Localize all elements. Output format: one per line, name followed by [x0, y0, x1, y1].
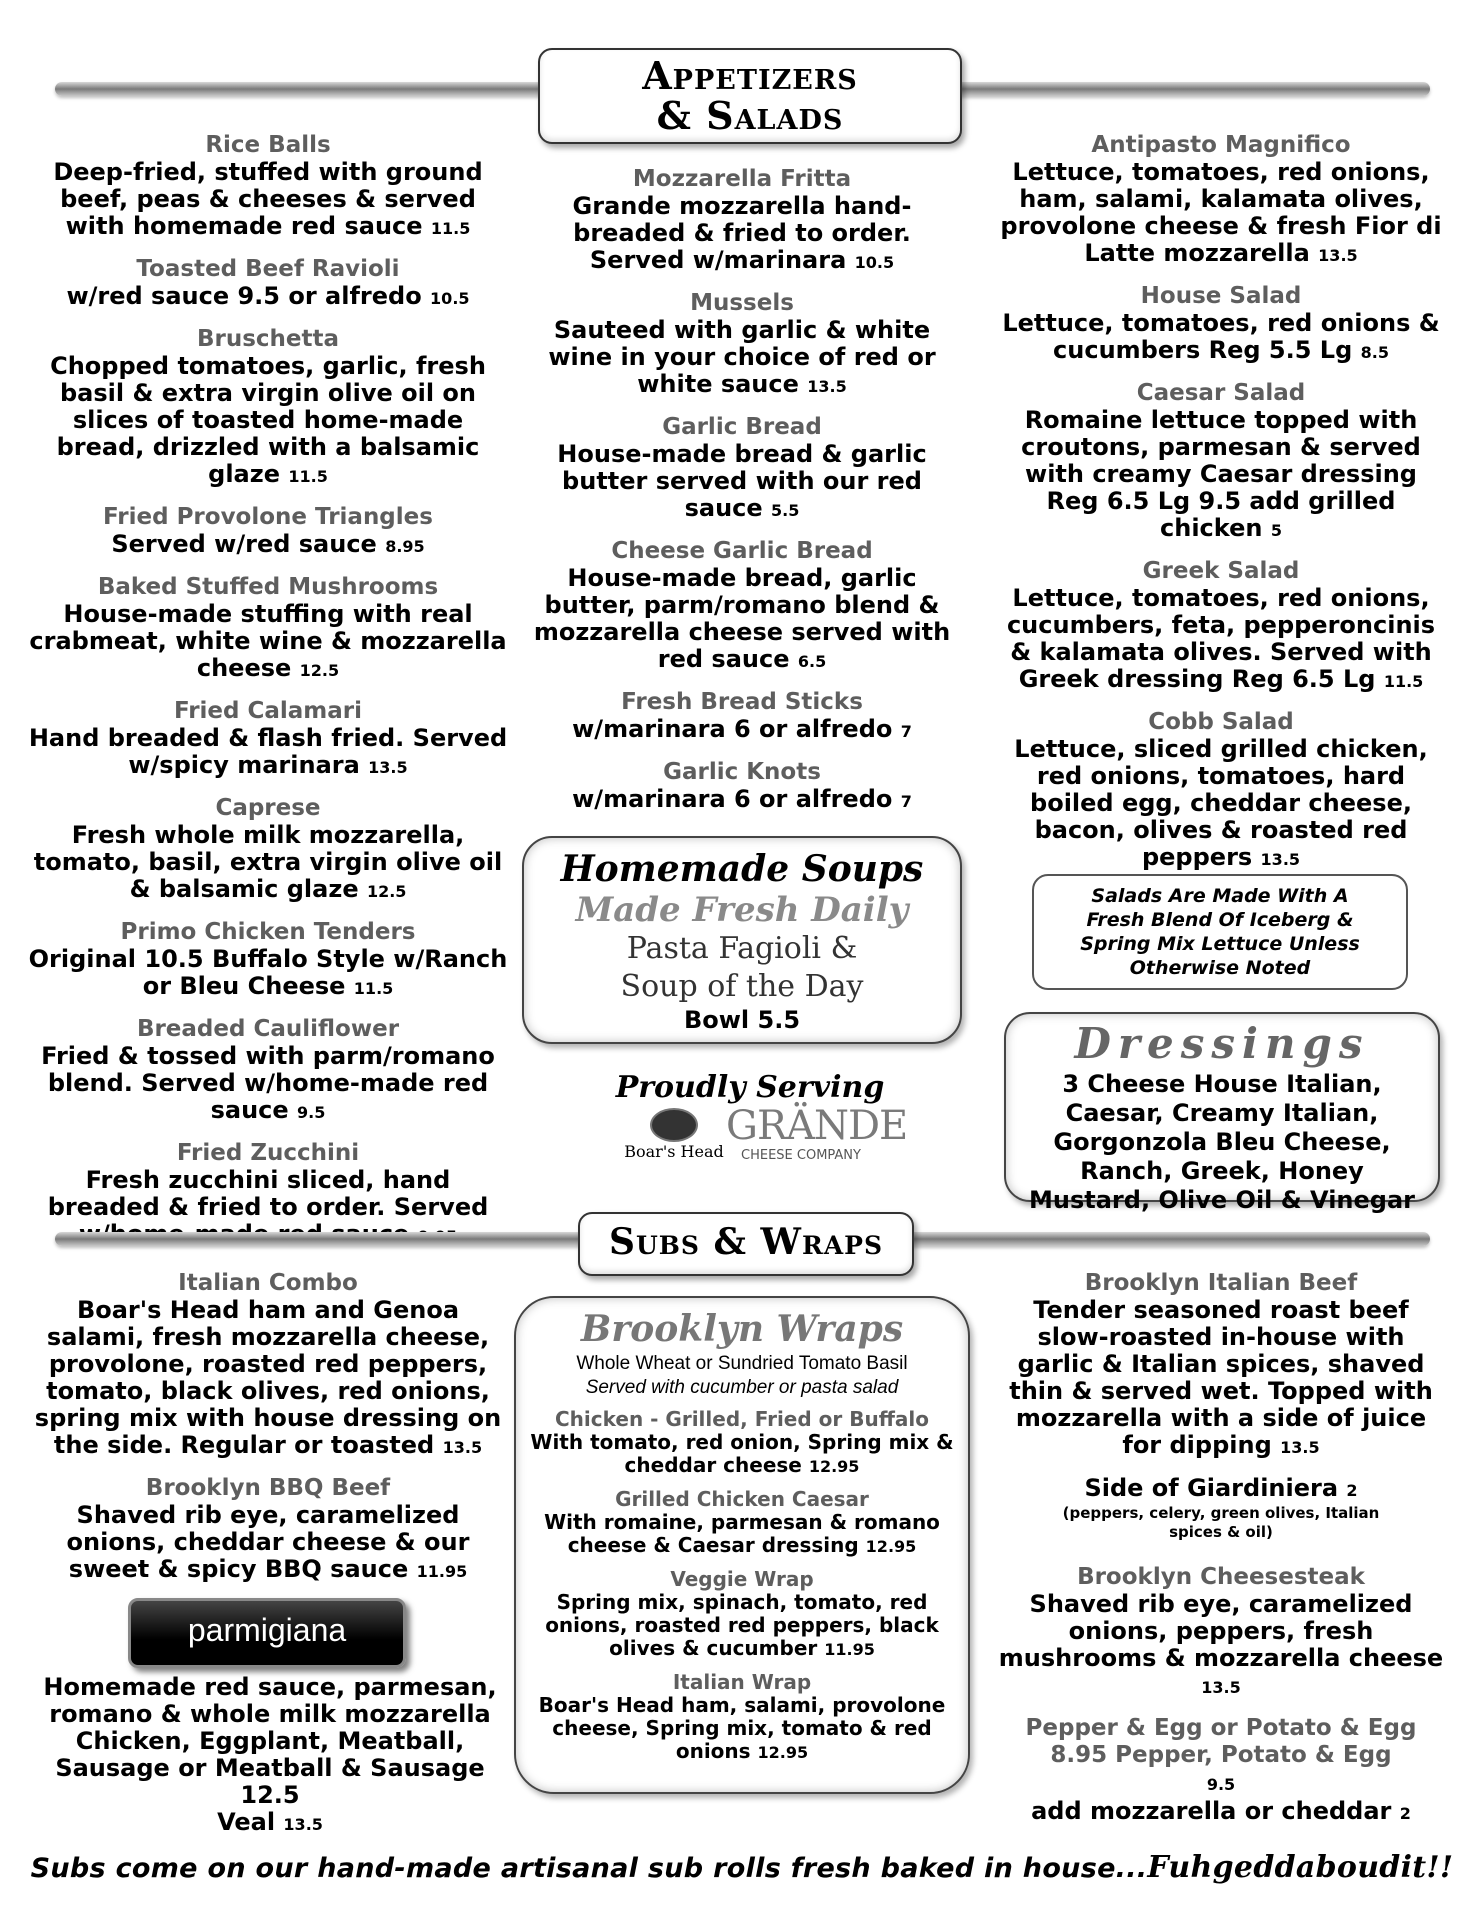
item-price: 5	[1270, 521, 1282, 540]
item-name: Baked Stuffed Mushrooms	[97, 574, 439, 600]
menu-item	[28, 1270, 508, 1461]
proudly-serving-label: Proudly Serving	[615, 1070, 885, 1105]
footer-tail: Fuhgeddaboudit!!	[1147, 1850, 1454, 1885]
parmigiana-veal	[40, 1809, 500, 1838]
item-desc	[996, 736, 1446, 873]
item-name: Antipasto Magnifico	[1091, 132, 1351, 158]
item-name: Rice Balls	[205, 132, 331, 158]
item-name: Bruschetta	[196, 326, 340, 352]
item-name: Garlic Bread	[662, 414, 822, 440]
item-desc-text: Fresh zucchini sliced, hand breaded & fried to order. Served	[47, 1166, 489, 1221]
item-name: Fresh Bread Sticks	[621, 689, 863, 715]
item-price: 7	[900, 792, 912, 811]
salads-right-column	[996, 132, 1446, 887]
menu-item	[28, 326, 508, 490]
subs-banner	[578, 1212, 914, 1276]
item-name: Garlic Knots	[663, 759, 821, 785]
menu-item	[528, 1568, 956, 1661]
dressings-text: 3 Cheese House Italian, Caesar, Creamy Italian, Gorgonzola Bleu Cheese, Ranch, Greek, Honey Mustard, Olive Oil & Vinegar	[1029, 1070, 1415, 1214]
item-price: 7	[900, 722, 912, 741]
item-price: 12.5	[366, 882, 407, 901]
menu-item	[28, 574, 508, 684]
item-desc	[996, 585, 1446, 695]
item-price: 10.5	[854, 253, 895, 272]
footer-text: Subs come on our hand-made artisanal sub rolls fresh baked in house...	[30, 1853, 1148, 1884]
item-name: Grilled Chicken Caesar	[615, 1487, 869, 1511]
item-desc-text: Fried & tossed with parm/romano blend. Served w/home-made red sauce	[41, 1042, 495, 1124]
item-desc	[996, 1297, 1446, 1461]
soups-subtitle: Made Fresh Daily	[575, 890, 909, 930]
item-price: 8.95	[385, 537, 425, 556]
item-price: 11.95	[824, 1640, 875, 1659]
subs-rule-left	[55, 1232, 585, 1246]
item-desc-text: With romaine, parmesan & romano cheese & Caesar dressing	[544, 1510, 940, 1557]
appetizers-title-line2: & Salads	[656, 93, 844, 138]
item-price: 11.5	[353, 979, 394, 998]
parmigiana-desc-block	[40, 1674, 500, 1838]
soups-line2: Soup of the Day	[620, 969, 864, 1004]
item-name: Mussels	[690, 290, 794, 316]
parmigiana-badge	[128, 1598, 406, 1668]
menu-item	[522, 166, 962, 276]
menu-item	[522, 759, 962, 815]
item-name: Caesar Salad	[1136, 380, 1306, 406]
item-desc-text: Spring mix, spinach, tomato, red onions, roasted red peppers, black olives & cucumber	[545, 1590, 939, 1660]
item-desc-text: Lettuce, tomatoes, red onions & cucumbers Reg 5.5 Lg	[1002, 309, 1440, 364]
item-desc-text: Shaved rib eye, caramelized onions, peppers, fresh mushrooms & mozzarella cheese	[998, 1590, 1444, 1672]
item-desc-text: Original 10.5 Buffalo Style w/Ranch or Bleu Cheese	[28, 945, 508, 1000]
menu-item	[28, 256, 508, 312]
item-desc	[996, 1769, 1446, 1798]
item-name: Brooklyn Italian Beef	[1084, 1270, 1358, 1296]
menu-item	[996, 1715, 1446, 1798]
item-desc	[528, 1511, 956, 1558]
wraps-title: Brooklyn Wraps	[580, 1308, 904, 1350]
menu-item	[522, 689, 962, 745]
item-name: Chicken - Grilled, Fried or Buffalo	[555, 1407, 929, 1431]
subs-left-column	[28, 1270, 508, 1599]
menu-item	[996, 1270, 1446, 1461]
salad-note: Salads Are Made With A Fresh Blend Of Iceberg & Spring Mix Lettuce Unless Otherwise Noted	[1080, 885, 1360, 979]
item-name: Greek Salad	[1142, 558, 1300, 584]
wraps-box	[514, 1296, 970, 1794]
item-desc	[28, 353, 508, 490]
subs-title: Subs & Wraps	[608, 1221, 883, 1263]
add-cheese-text: add mozzarella or cheddar	[1031, 1797, 1392, 1825]
item-name: Fried Provolone Triangles	[103, 504, 433, 530]
item-desc-text: With tomato, red onion, Spring mix & cheddar cheese	[530, 1430, 954, 1477]
appetizers-left-column	[28, 132, 508, 1264]
item-price: 13.5	[442, 1438, 483, 1457]
item-desc	[996, 407, 1446, 544]
item-desc-text: Sauteed with garlic & white wine in your choice of red or white sauce	[548, 316, 936, 398]
item-desc-text: House-made bread & garlic butter served with our red sauce	[557, 440, 927, 522]
item-name: Pepper & Egg or Potato & Egg 8.95 Pepper, Potato & Egg	[1025, 1715, 1417, 1768]
item-desc-text: Tender seasoned roast beef slow-roasted in-house with garlic & Italian spices, shaved thin & served wet. Topped with mozzarella with a side of juice for dipping	[1009, 1296, 1433, 1459]
dressings-title: Dressings	[1074, 1019, 1370, 1068]
item-name: Mozzarella Fritta	[632, 166, 852, 192]
menu-item	[522, 538, 962, 675]
menu-item	[528, 1488, 956, 1558]
item-price: 11.5	[430, 219, 471, 238]
item-price: 10.5	[430, 289, 470, 308]
item-desc	[522, 786, 962, 815]
item-price: 13.5	[368, 758, 408, 777]
menu-item	[996, 380, 1446, 544]
menu-item	[28, 132, 508, 242]
appetizers-title-line1: Appetizers	[642, 53, 858, 98]
item-desc	[28, 822, 508, 905]
dressings-box	[1004, 1012, 1440, 1214]
item-price: 8.5	[1360, 343, 1389, 362]
item-name: Italian Wrap	[672, 1670, 812, 1694]
boars-head-emblem-icon	[650, 1108, 698, 1142]
item-desc	[28, 1297, 508, 1461]
item-desc	[528, 1694, 956, 1764]
add-cheese-line	[996, 1798, 1446, 1827]
boars-head-text: Boar's Head	[624, 1142, 724, 1161]
menu-item	[996, 1475, 1446, 1542]
item-desc	[522, 565, 962, 675]
appetizers-banner	[538, 48, 962, 144]
menu-item	[996, 1564, 1446, 1701]
item-name: Caprese	[215, 795, 321, 821]
item-desc-text: Lettuce, sliced grilled chicken, red onions, tomatoes, hard boiled egg, cheddar cheese, bacon, olives & roasted red peppers	[1014, 735, 1428, 871]
soups-bowl: Bowl 5.5	[683, 1006, 801, 1034]
top-rule-right	[955, 82, 1430, 96]
item-desc-text: w/marinara 6 or alfredo	[572, 715, 893, 743]
item-desc	[28, 1043, 508, 1126]
item-desc	[522, 193, 962, 276]
item-desc	[528, 1431, 956, 1478]
footer-line	[0, 1850, 1484, 1885]
item-desc	[28, 1502, 508, 1585]
parmigiana-desc: Homemade red sauce, parmesan, romano & whole milk mozzarella Chicken, Eggplant, Meatball, Sausage or Meatball & Sausage 12.5	[43, 1673, 497, 1809]
subs-rule-right	[905, 1232, 1430, 1246]
item-price: 12.5	[299, 661, 340, 680]
item-name: Fried Zucchini	[176, 1140, 360, 1166]
menu-item	[28, 698, 508, 781]
item-desc	[522, 317, 962, 400]
item-desc	[996, 159, 1446, 269]
item-price: 13.5	[1318, 246, 1358, 265]
item-name: House Salad	[1140, 283, 1302, 309]
menu-item	[28, 1475, 508, 1585]
item-desc-text: Grande mozzarella hand-breaded & fried to order. Served w/marinara	[572, 192, 912, 274]
parmigiana-label: parmigiana	[187, 1612, 347, 1648]
item-desc	[522, 716, 962, 745]
menu-item	[996, 132, 1446, 269]
item-desc	[28, 531, 508, 560]
item-name: Brooklyn Cheesesteak	[1077, 1564, 1365, 1590]
item-price: 12.95	[865, 1537, 917, 1556]
item-desc-text: Romaine lettuce topped with croutons, parmesan & served with creamy Caesar dressing Reg 6.5 Lg 9.5 add grilled chicken	[1021, 406, 1421, 542]
item-desc	[28, 159, 508, 242]
grande-sub: CHEESE COMPANY	[741, 1148, 861, 1163]
item-price: 2	[1346, 1481, 1358, 1500]
soups-title: Homemade Soups	[560, 848, 924, 890]
item-price: 9.5	[1206, 1775, 1236, 1794]
appetizers-middle-column	[522, 166, 962, 829]
item-price: 13.5	[1260, 850, 1301, 869]
menu-item	[28, 1016, 508, 1126]
item-desc-text: Lettuce, tomatoes, red onions, ham, salami, kalamata olives, provolone cheese & fresh Fior di Latte mozzarella	[1000, 158, 1442, 267]
item-name: Italian Combo	[178, 1270, 358, 1296]
item-desc-text: Boar's Head ham and Genoa salami, fresh mozzarella cheese, provolone, roasted red peppers, tomato, black olives, red onions, spring mix with house dressing on the side. Regular or toasted	[34, 1296, 502, 1459]
subs-right-column	[996, 1270, 1446, 1827]
item-name: Fried Calamari	[173, 698, 363, 724]
item-desc	[522, 441, 962, 524]
grande-text: GRÄNDE	[726, 1103, 908, 1149]
item-desc-text: Boar's Head ham, salami, provolone cheese, Spring mix, tomato & red onions	[538, 1693, 946, 1763]
item-price: 13.5	[807, 377, 847, 396]
menu-item	[28, 504, 508, 560]
boars-head-logo	[618, 1108, 730, 1168]
item-price: 13.5	[1280, 1438, 1320, 1457]
menu-item	[996, 709, 1446, 873]
item-name: Cobb Salad	[1148, 709, 1294, 735]
item-desc-text: Served w/red sauce	[111, 530, 377, 558]
wraps-line1: Whole Wheat or Sundried Tomato Basil	[576, 1353, 908, 1374]
menu-item	[522, 290, 962, 400]
item-desc-text: Hand breaded & flash fried. Served w/spicy marinara	[28, 724, 508, 779]
item-desc-text: House-made stuffing with real crabmeat, white wine & mozzarella cheese	[29, 600, 507, 682]
item-desc	[28, 725, 508, 781]
item-price: 11.5	[288, 467, 328, 486]
item-desc	[996, 310, 1446, 366]
menu-item	[28, 795, 508, 905]
soups-line1: Pasta Fagioli &	[626, 931, 858, 966]
menu-item	[522, 414, 962, 524]
item-desc-text: Deep-fried, stuffed with ground beef, peas & cheeses & served with homemade red sauce	[53, 158, 483, 240]
item-desc-text: w/marinara 6 or alfredo	[572, 785, 893, 813]
add-cheese-price: 2	[1399, 1804, 1411, 1823]
item-price: 13.5	[1201, 1678, 1241, 1697]
wraps-items	[516, 1408, 968, 1764]
item-price: 11.5	[1383, 672, 1424, 691]
item-name: Veggie Wrap	[670, 1567, 814, 1591]
item-desc-text: Side of Giardiniera	[1084, 1474, 1339, 1502]
item-desc	[28, 283, 508, 312]
item-desc	[996, 1475, 1446, 1504]
item-desc	[28, 946, 508, 1002]
item-desc-text: House-made bread, garlic butter, parm/romano blend & mozzarella cheese served with red sauce	[533, 564, 951, 673]
giardiniera-note: (peppers, celery, green olives, Italian spices & oil)	[1062, 1504, 1380, 1541]
item-desc-text: w/red sauce 9.5 or alfredo	[66, 282, 422, 310]
item-price: 9.5	[297, 1103, 326, 1122]
menu-item	[528, 1408, 956, 1478]
menu-item	[996, 283, 1446, 366]
item-price: 12.95	[808, 1457, 860, 1476]
item-desc	[528, 1591, 956, 1661]
grande-logo	[726, 1103, 908, 1163]
item-price: 11.95	[416, 1562, 468, 1581]
item-price: 5.5	[771, 501, 800, 520]
item-desc	[28, 601, 508, 684]
item-desc-text: Fresh whole milk mozzarella, tomato, basil, extra virgin olive oil & balsamic glaze	[33, 821, 503, 903]
item-desc-text: Chopped tomatoes, garlic, fresh basil & extra virgin olive oil on slices of toasted home-made bread, drizzled with a balsamic glaze	[50, 352, 486, 488]
menu-item	[996, 558, 1446, 695]
item-name: Toasted Beef Ravioli	[136, 256, 400, 282]
item-name: Cheese Garlic Bread	[611, 538, 873, 564]
veal-price: 13.5	[283, 1815, 323, 1834]
menu-item	[528, 1671, 956, 1764]
item-desc	[996, 1591, 1446, 1701]
item-desc-text: Lettuce, tomatoes, red onions, cucumbers, feta, pepperoncinis & kalamata olives. Served with Greek dressing Reg 6.5 Lg	[1006, 584, 1436, 693]
salad-note-box	[1032, 874, 1408, 990]
item-name: Primo Chicken Tenders	[120, 919, 416, 945]
menu-item	[28, 919, 508, 1002]
item-price: 6.5	[797, 652, 827, 671]
item-desc-text: Shaved rib eye, caramelized onions, cheddar cheese & our sweet & spicy BBQ sauce	[66, 1501, 470, 1583]
item-name: Breaded Cauliflower	[136, 1016, 400, 1042]
item-name: Brooklyn BBQ Beef	[145, 1475, 391, 1501]
item-price: 12.95	[757, 1743, 809, 1762]
veal-label: Veal	[217, 1808, 276, 1836]
wraps-line2: Served with cucumber or pasta salad	[585, 1377, 899, 1398]
top-rule-left	[55, 82, 545, 96]
soups-box	[522, 836, 962, 1044]
